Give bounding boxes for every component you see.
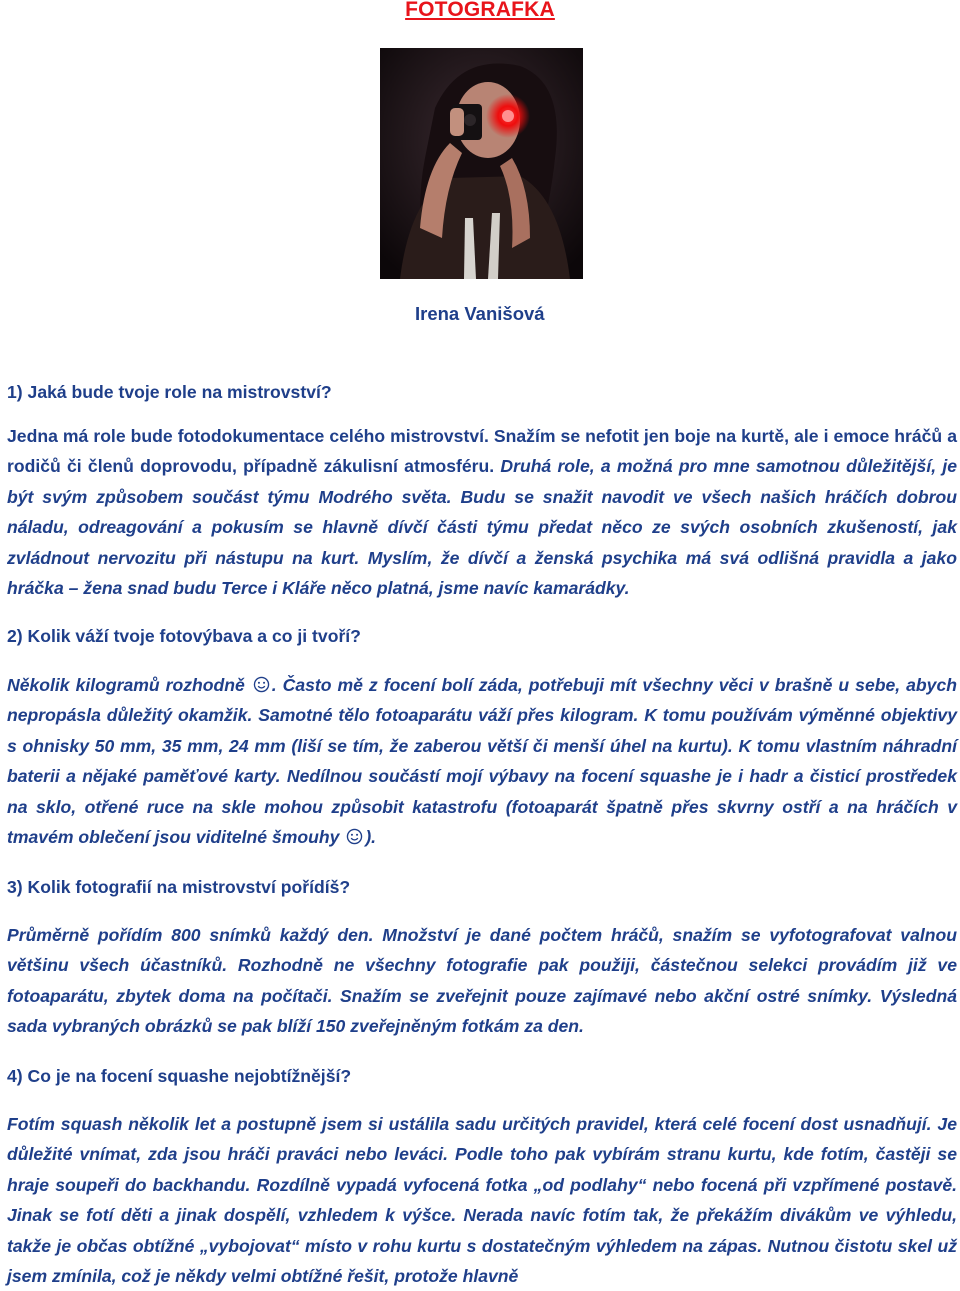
answer-2-part-2: . Často mě z focení bolí záda, potřebuji mít všechny věci v brašně u sebe, abych nepropásla důležitý okamžik. Samotné tělo fotoaparátu váží přes kilogram. K tomu používám výměnné objektivy s ohnisky 50 mm, 35 mm, 24 mm (liší se tím, že zaberou větší či menší úhel na kurtu). K tomu vlastním náhradní baterii a nějaké paměťové karty. Nedílnou součástí mojí výbavy na focení squashe je i hadr a čisticí prostředek na sklo, otřené ruce na skle mohou způsobit katastrofu (fotoaparát špatně přes skvrny ostří a na hráčích v tmavém oblečení jsou viditelné šmouhy xyxy=(7,675,957,848)
portrait-illustration xyxy=(380,48,583,279)
answer-1-part-1: Jedna má role bude fotodokumentace celého mistrovství. Snažím se nefotit jen boje na kurtě, ale i emoce hráčů a rodičů či členů doprovodu, případně zákulisní atmosféru. xyxy=(7,426,957,477)
answer-1-part-3: Budu se snažit navodit ve všech našich hráčích dobrou náladu, odreagování a pokusím se hlavně dívčí části týmu předat něco ze svých osobních zkušeností, jak zvládnout nervozitu při nástupu na kurt. Myslím, že dívčí a ženská psychika má svá odlišná pravidla a jako hráčka – žena snad budu Terce i Kláře něco platná, jsme navíc kamarádky. xyxy=(7,486,958,599)
answer-2-part-3: ). xyxy=(365,827,377,848)
document-title: FOTOGRAFKA xyxy=(405,0,555,21)
answer-4: Fotím squash několik let a postupně jsem si ustálila sadu určitých pravidel, která celé focení dost usnadňují. Je důležité vnímat, zda jsou hráči praváci nebo leváci. Podle toho pak vybírám stranu kurtu, kde fotím, častěji se hraje soupeři do backhandu. Rozdílně vypadá vyfocená fotka „od podlahy“ nebo focená při vzpřímené postavě. Jinak se fotí děti a jinak dospělí, vzhledem k výšce. Nerada navíc fotím tak, že překážím divákům ve výhledu, takže je občas obtížné „vybojovat“ místo v rohu kurtu s dostatečným výhledem na zápas. Nutnou čistotu skel už jsem zmínila, což je někdy velmi obtížné řešit, protože hlavně xyxy=(7,1114,957,1287)
question-3: 3) Kolik fotografií na mistrovství pořídíš? xyxy=(7,877,351,897)
question-2: 2) Kolik váží tvoje fotovýbava a co ji tvoří? xyxy=(7,626,361,646)
question-1: 1) Jaká bude tvoje role na mistrovství? xyxy=(7,382,332,402)
answer-2 xyxy=(7,670,957,852)
question-4: 4) Co je na focení squashe nejobtížnější? xyxy=(7,1066,352,1086)
smiley-face-icon xyxy=(253,676,270,693)
answer-3: Průměrně pořídím 800 snímků každý den. Množství je dané počtem hráčů, snažím se vyfotografovat valnou většinu všech účastníků. Rozhodně ne všechny fotografie pak použiji, částečnou selekci provádím již ve fotoaparátu, zbytek doma na počítači. Snažím se zveřejnit pouze zajímavé nebo akční ostré snímky. Výsledná sada vybraných obrázků se pak blíží 150 zveřejněným fotkám za den. xyxy=(7,925,957,1037)
smiley-face-icon xyxy=(346,828,363,845)
photographer-portrait-image xyxy=(380,48,583,279)
answer-2-part-1: Několik kilogramů rozhodně xyxy=(7,675,245,695)
answer-1-part-2: Druhá role, a možná pro mne samotnou důležitější, je být svým způsobem součást týmu Modrého světa. xyxy=(7,456,958,507)
answer-1 xyxy=(7,421,957,603)
author-name: Irena Vanišová xyxy=(415,303,545,324)
